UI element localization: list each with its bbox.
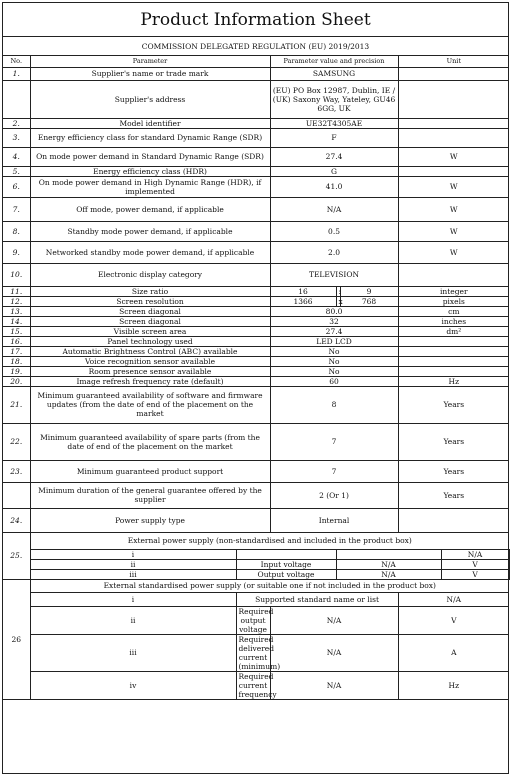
section-25-row <box>3 559 509 569</box>
row-parameter: Power supply type <box>30 508 270 532</box>
row-unit <box>398 80 509 118</box>
row-value-a: 1366 <box>270 296 336 306</box>
header-row <box>3 56 509 67</box>
row-number: 19. <box>3 366 30 376</box>
row-unit <box>398 263 509 286</box>
section-25-value: N/A <box>336 559 441 569</box>
row-number: 4. <box>3 147 30 166</box>
table-row <box>3 286 509 296</box>
row-unit: cm <box>398 306 509 316</box>
section-26-value: N/A <box>270 671 398 699</box>
section-26-index: ii <box>30 606 236 634</box>
row-value: 2 (Or 1) <box>270 482 398 508</box>
row-parameter: Minimum guaranteed availability of spare parts (from the date of end of the placement on the market <box>30 423 270 460</box>
row-number: 14. <box>3 316 30 326</box>
table-row <box>3 376 509 386</box>
row-number: 15. <box>3 326 30 336</box>
row-unit: Years <box>398 482 509 508</box>
table-row <box>3 296 509 306</box>
row-parameter: Energy efficiency class for standard Dynamic Range (SDR) <box>30 128 270 147</box>
row-value-a: 16 <box>270 286 336 296</box>
row-parameter: Model identifier <box>30 118 270 128</box>
row-number: 13. <box>3 306 30 316</box>
row-parameter: Visible screen area <box>30 326 270 336</box>
row-value: No <box>270 356 398 366</box>
table-row <box>3 80 509 118</box>
row-parameter: Room presence sensor available <box>30 366 270 376</box>
row-unit: W <box>398 221 509 241</box>
row-number: 16. <box>3 336 30 346</box>
section-25-unit: V <box>441 559 509 569</box>
col-unit-header: Unit <box>398 56 509 67</box>
table-row <box>3 316 509 326</box>
table-row <box>3 176 509 197</box>
section-26-index: iii <box>30 634 236 671</box>
row-parameter: Automatic Brightness Control (ABC) available <box>30 346 270 356</box>
section-26-unit: V <box>398 606 509 634</box>
section-25-index: iii <box>30 569 236 579</box>
section-25-title-row <box>3 532 509 549</box>
row-value: 2.0 <box>270 241 398 263</box>
row-number: 12. <box>3 296 30 306</box>
table-row <box>3 147 509 166</box>
table-row <box>3 118 509 128</box>
table-row <box>3 482 509 508</box>
row-value: 8 <box>270 386 398 423</box>
section-26-title-row <box>3 579 509 592</box>
table-row <box>3 356 509 366</box>
row-unit <box>398 118 509 128</box>
row-unit <box>398 366 509 376</box>
row-number: 17. <box>3 346 30 356</box>
row-unit: Hz <box>398 376 509 386</box>
row-number: 24. <box>3 508 30 532</box>
row-parameter: Panel technology used <box>30 336 270 346</box>
row-parameter: Networked standby mode power demand, if applicable <box>30 241 270 263</box>
row-number: 18. <box>3 356 30 366</box>
row-value: 60 <box>270 376 398 386</box>
row-number: 1. <box>3 67 30 80</box>
row-value-sep: x <box>336 296 340 306</box>
section-26-row <box>3 606 509 634</box>
row-unit <box>398 336 509 346</box>
row-unit: W <box>398 176 509 197</box>
row-number: 20. <box>3 376 30 386</box>
row-number: 21. <box>3 386 30 423</box>
section-25-number: 25. <box>3 532 30 579</box>
section-26-unit: A <box>398 634 509 671</box>
row-value: Internal <box>270 508 398 532</box>
row-value: 41.0 <box>270 176 398 197</box>
table-row <box>3 508 509 532</box>
row-value: 7 <box>270 460 398 482</box>
row-value: 7 <box>270 423 398 460</box>
row-value: 27.4 <box>270 326 398 336</box>
row-value: SAMSUNG <box>270 67 398 80</box>
row-unit <box>398 346 509 356</box>
row-unit: Years <box>398 460 509 482</box>
row-value: No <box>270 366 398 376</box>
row-parameter: Electronic display category <box>30 263 270 286</box>
row-unit: pixels <box>398 296 509 306</box>
row-number: 6. <box>3 176 30 197</box>
row-number: 11. <box>3 286 30 296</box>
table-row <box>3 263 509 286</box>
row-value: UE32T4305AE <box>270 118 398 128</box>
section-25-title: External power supply (non-standardised and included in the product box) <box>30 532 509 549</box>
row-number: 8. <box>3 221 30 241</box>
section-26-number: 26 <box>3 579 30 699</box>
row-parameter: Minimum guaranteed product support <box>30 460 270 482</box>
section-26-unit: Hz <box>398 671 509 699</box>
row-unit: W <box>398 197 509 221</box>
row-value: TELEVISION <box>270 263 398 286</box>
row-number <box>3 482 30 508</box>
section-26-label: Required current frequency <box>236 671 270 699</box>
row-parameter: Screen diagonal <box>30 316 270 326</box>
section-26-label: Supported standard name or list <box>236 592 398 606</box>
row-number <box>3 80 30 118</box>
row-number: 22. <box>3 423 30 460</box>
row-parameter: Supplier's name or trade mark <box>30 67 270 80</box>
section-25-label: Input voltage <box>236 559 336 569</box>
row-value-b: 9 <box>340 286 398 296</box>
row-parameter: Voice recognition sensor available <box>30 356 270 366</box>
row-value-b: 768 <box>340 296 398 306</box>
row-value: 32 <box>270 316 398 326</box>
section-25-value <box>336 549 441 559</box>
table-row <box>3 386 509 423</box>
row-number: 3. <box>3 128 30 147</box>
table-row <box>3 346 509 356</box>
row-value: 27.4 <box>270 147 398 166</box>
row-value: 0.5 <box>270 221 398 241</box>
section-25-row <box>3 569 509 579</box>
row-parameter: Standby mode power demand, if applicable <box>30 221 270 241</box>
row-number: 7. <box>3 197 30 221</box>
row-unit <box>398 67 509 80</box>
section-25-row <box>3 549 509 559</box>
row-parameter: Supplier's address <box>30 80 270 118</box>
section-25-index: ii <box>30 559 236 569</box>
section-26-value: N/A <box>270 634 398 671</box>
row-unit: Years <box>398 386 509 423</box>
section-26-index: iv <box>30 671 236 699</box>
row-parameter: Off mode, power demand, if applicable <box>30 197 270 221</box>
section-26-label: Required delivered current (minimum) <box>236 634 270 671</box>
row-parameter: Screen resolution <box>30 296 270 306</box>
col-parameter-header: Parameter <box>30 56 270 67</box>
row-parameter: On mode power demand in High Dynamic Range (HDR), if implemented <box>30 176 270 197</box>
section-26-row <box>3 592 509 606</box>
table-row <box>3 336 509 346</box>
row-value: LED LCD <box>270 336 398 346</box>
section-26-label: Required output voltage <box>236 606 270 634</box>
section-25-index: i <box>30 549 236 559</box>
row-unit <box>398 166 509 176</box>
row-unit: W <box>398 241 509 263</box>
col-no-header: No. <box>3 56 30 67</box>
row-value-sep: : <box>336 286 340 296</box>
table-row <box>3 460 509 482</box>
table-row <box>3 241 509 263</box>
table-row <box>3 67 509 80</box>
row-number: 2. <box>3 118 30 128</box>
regulation-caption: COMMISSION DELEGATED REGULATION (EU) 2019/2013 <box>3 37 508 56</box>
table-row <box>3 366 509 376</box>
row-unit <box>398 356 509 366</box>
table-row <box>3 423 509 460</box>
section-25-label <box>236 549 336 559</box>
row-value: (EU) PO Box 12987, Dublin, IE / (UK) Saxony Way, Yateley, GU46 6GG, UK <box>270 80 398 118</box>
table-row <box>3 166 509 176</box>
row-parameter: Screen diagonal <box>30 306 270 316</box>
section-25-value: N/A <box>336 569 441 579</box>
row-number: 10. <box>3 263 30 286</box>
row-value: G <box>270 166 398 176</box>
section-26-unit: N/A <box>398 592 509 606</box>
row-unit: Years <box>398 423 509 460</box>
table-row <box>3 128 509 147</box>
row-unit: W <box>398 147 509 166</box>
row-parameter: Size ratio <box>30 286 270 296</box>
row-unit <box>398 508 509 532</box>
row-parameter: Minimum duration of the general guarantee offered by the supplier <box>30 482 270 508</box>
section-25-unit: V <box>441 569 509 579</box>
row-parameter: Minimum guaranteed availability of software and firmware updates (from the date of end of the placement on the market <box>30 386 270 423</box>
row-unit: dm² <box>398 326 509 336</box>
section-26-index: i <box>30 592 236 606</box>
main-table <box>3 56 509 700</box>
table-row <box>3 326 509 336</box>
row-unit: inches <box>398 316 509 326</box>
row-parameter: Energy efficiency class (HDR) <box>30 166 270 176</box>
table-row <box>3 197 509 221</box>
col-value-header: Parameter value and precision <box>270 56 398 67</box>
section-26-row <box>3 671 509 699</box>
row-value: F <box>270 128 398 147</box>
row-value: No <box>270 346 398 356</box>
product-information-sheet <box>2 2 509 774</box>
table-row <box>3 306 509 316</box>
row-number: 23. <box>3 460 30 482</box>
row-unit <box>398 128 509 147</box>
row-parameter: Image refresh frequency rate (default) <box>30 376 270 386</box>
row-number: 9. <box>3 241 30 263</box>
row-parameter: On mode power demand in Standard Dynamic Range (SDR) <box>30 147 270 166</box>
section-26-value: N/A <box>270 606 398 634</box>
page-title: Product Information Sheet <box>3 3 508 37</box>
section-25-unit: N/A <box>441 549 509 559</box>
table-row <box>3 221 509 241</box>
row-number: 5. <box>3 166 30 176</box>
row-value: 80.0 <box>270 306 398 316</box>
row-value: N/A <box>270 197 398 221</box>
section-25-label: Output voltage <box>236 569 336 579</box>
section-26-row <box>3 634 509 671</box>
row-unit: integer <box>398 286 509 296</box>
section-26-title: External standardised power supply (or suitable one if not included in the product box) <box>30 579 509 592</box>
